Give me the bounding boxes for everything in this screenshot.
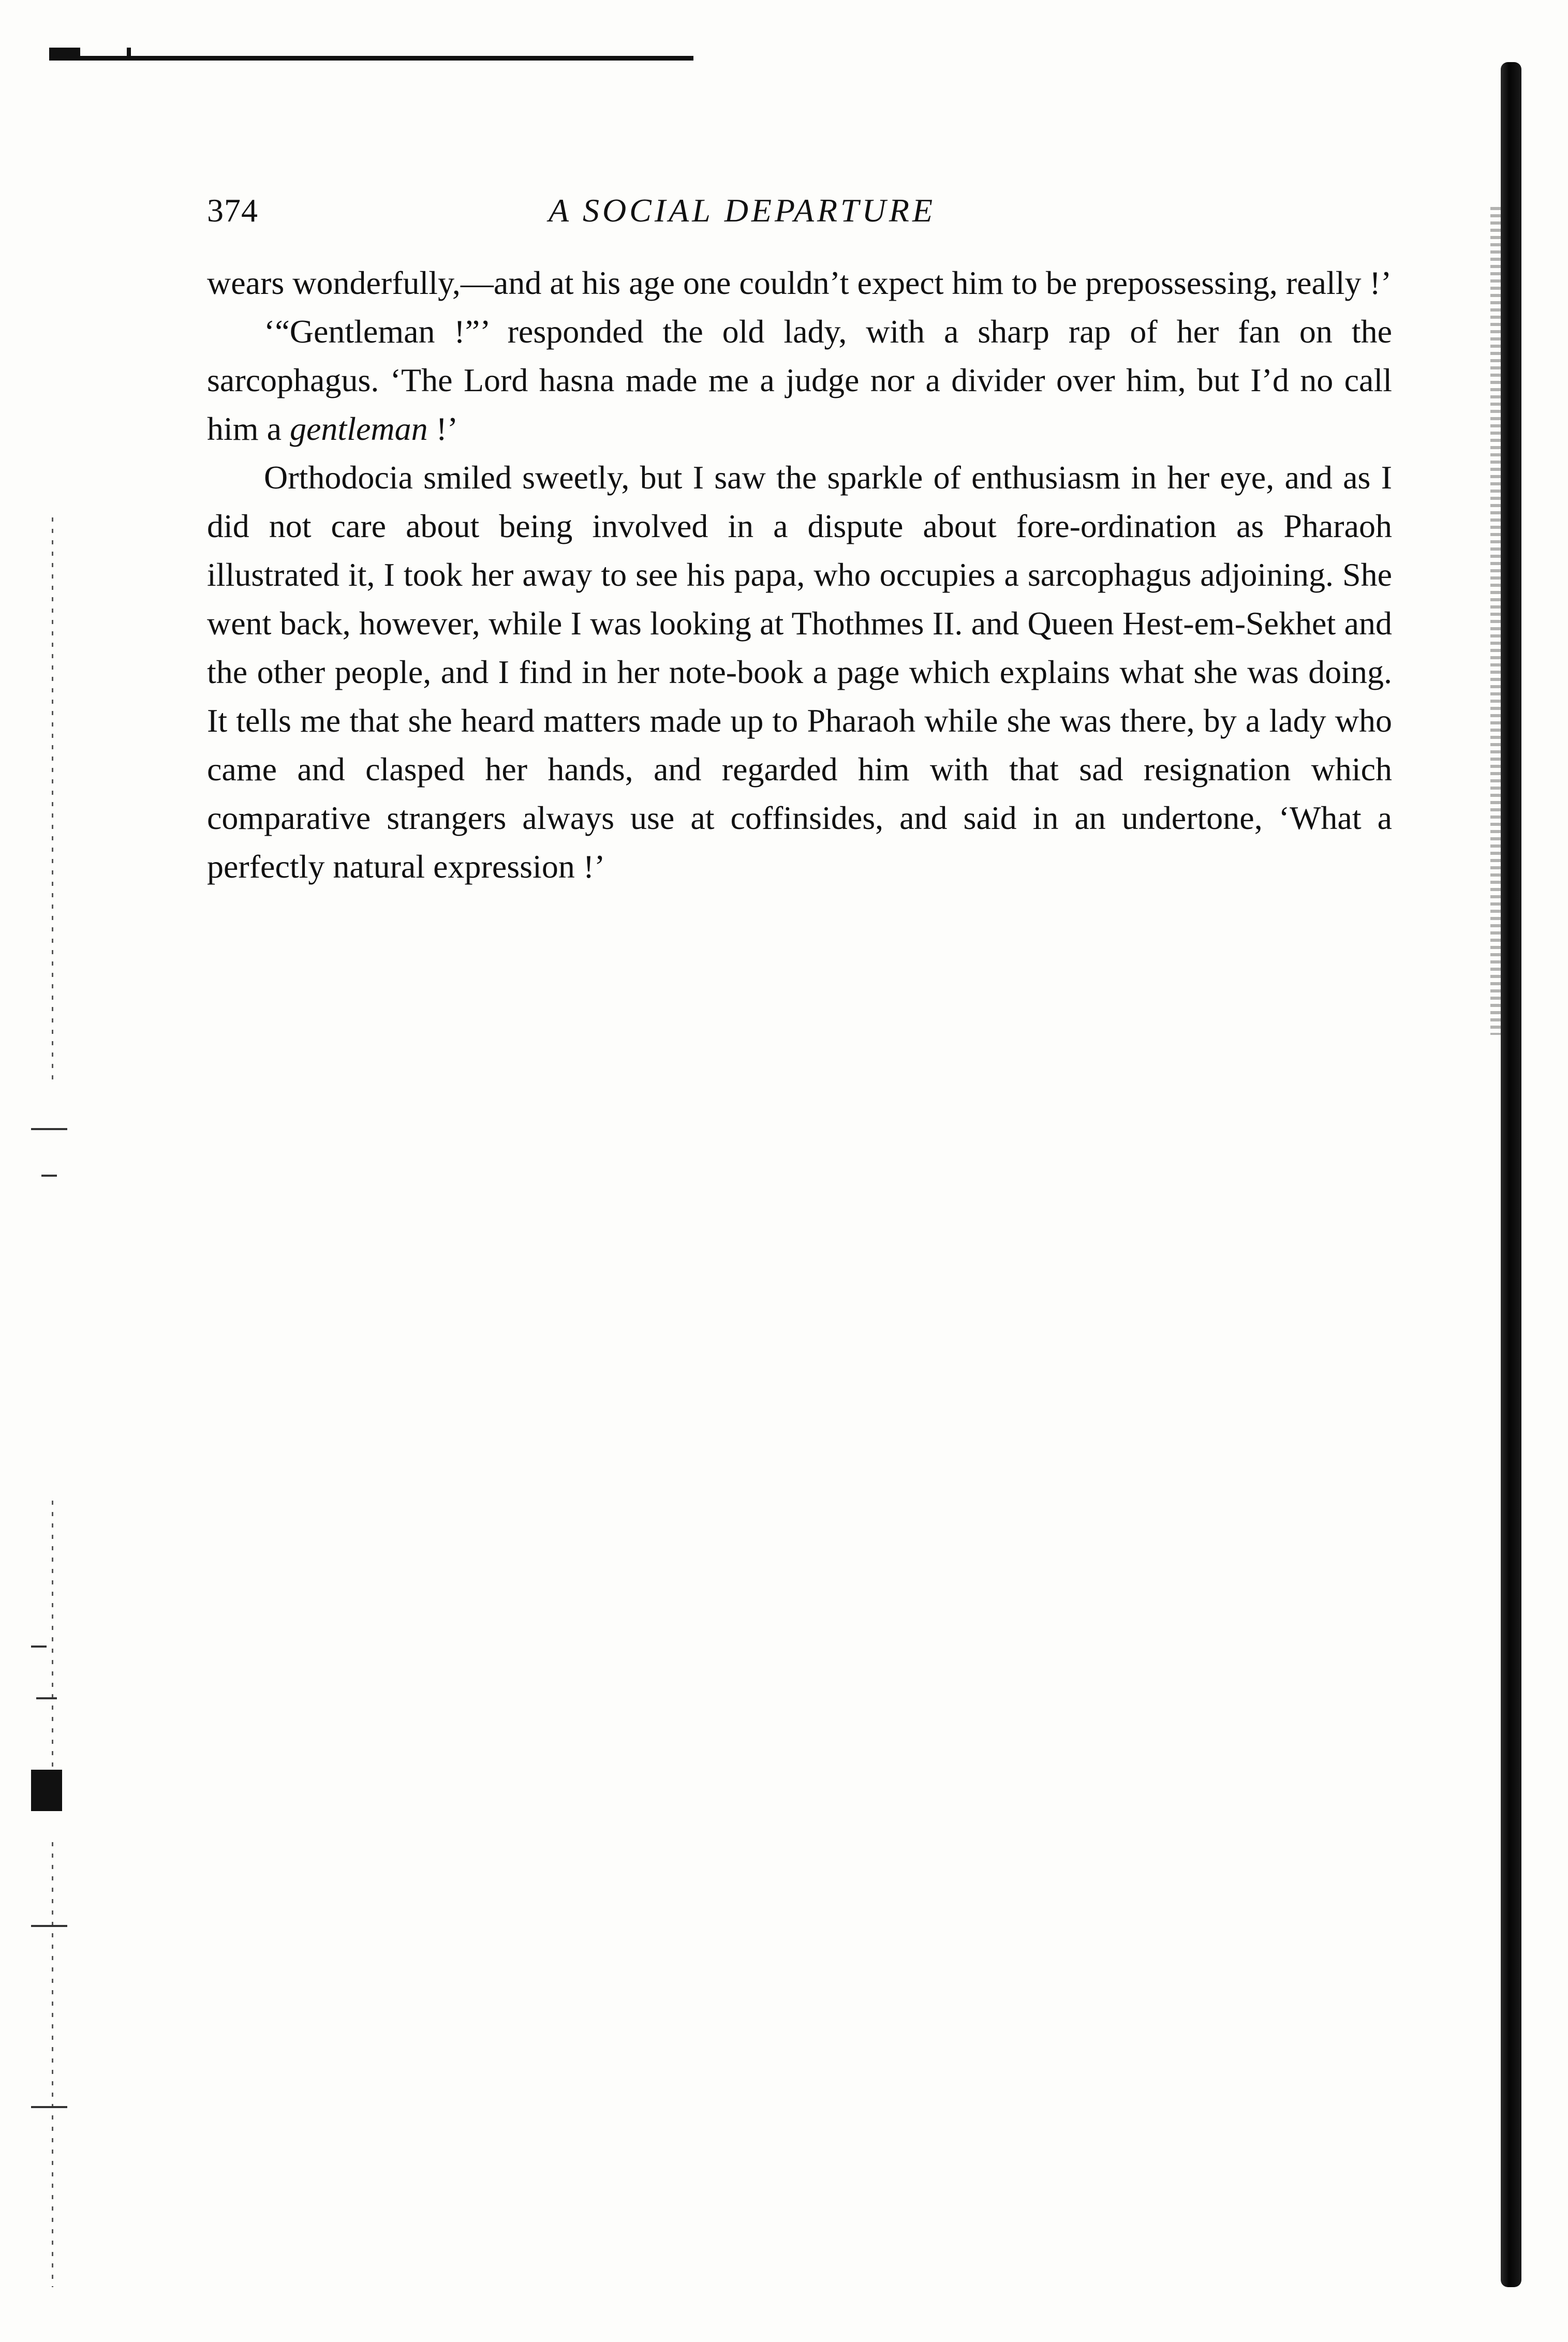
margin-dotted-line: [52, 1842, 53, 2287]
italic-word: gentleman: [289, 410, 428, 447]
running-head: [207, 191, 1397, 233]
paragraph-text-after: !’: [427, 410, 458, 447]
body-text: [207, 259, 1392, 891]
margin-dash: [31, 2106, 67, 2108]
binding-edge-shadow: [1490, 207, 1501, 1035]
paragraph-continuation: wears wonderfully,—and at his age one couldn’t expect him to be prepossessing, really !’: [207, 264, 1392, 301]
margin-ink-block: [31, 1770, 62, 1811]
binding-shadow: [1501, 62, 1521, 2287]
left-margin-marks: [31, 517, 72, 2277]
margin-dotted-line: [52, 517, 53, 1087]
margin-dash: [36, 1697, 57, 1699]
margin-dash: [31, 1646, 47, 1648]
paragraph-gentleman: [207, 307, 1392, 453]
margin-dash: [31, 1925, 67, 1927]
margin-dash: [31, 1128, 67, 1130]
paragraph-orthodocia: Orthodocia smiled sweetly, but I saw the sparkle of enthusiasm in her eye, and as I did not care about being involved in a dispute about fore-ordination as Pharaoh illustrated it, I took her away to see his papa, who occupies a sarcophagus adjoining. She went back, however, while I was looking at Thothmes II. and Queen Hest-em-Sekhet and the other people, and I find in her note-book a page which explains what she was doing. It tells me that she heard matters made up to Pharaoh while she was there, by a lady who came and clasped her hands, and regarded him with that sad resignation which comparative strangers always use at coffinsides, and said in an undertone, ‘What a perfectly natural expression !’: [207, 459, 1392, 885]
running-title: A SOCIAL DEPARTURE: [549, 192, 936, 229]
paragraph-text-before: ‘“Gentleman !”’ responded the old lady, with a sharp rap of her fan on the sarcophagus. ‘The Lord hasna made me a judge nor a divider over him, but I’d no call him a: [207, 313, 1392, 447]
page-number: 374: [207, 192, 258, 229]
margin-dotted-line: [52, 1501, 53, 1811]
top-rule: [49, 56, 693, 61]
margin-dash: [41, 1175, 57, 1177]
